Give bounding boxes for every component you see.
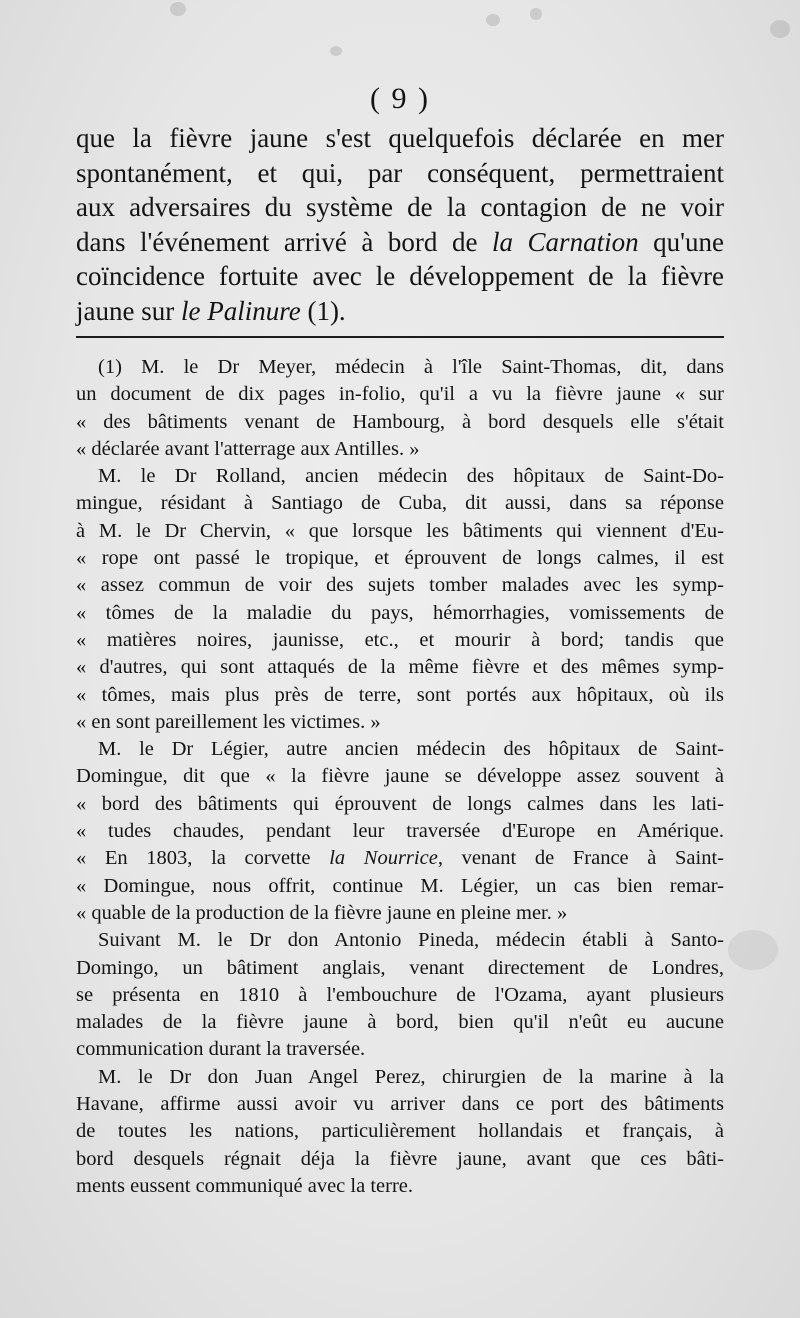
footnote-rolland (76, 463, 724, 736)
text-line: spontanément, et qui, par conséquent, permettraient (76, 157, 724, 188)
note-line: « déclarée avant l'atterrage aux Antilles. » (76, 437, 420, 460)
paper-stain (728, 930, 778, 970)
note-line: « rope ont passé le tropique, et éprouvent de longs calmes, il est (76, 547, 724, 570)
footnote-separator (76, 336, 724, 338)
text-line: aux adversaires du système de la contagion de ne voir (76, 192, 724, 222)
note-line-text: M. le Dr Rolland, ancien médecin des hôpitaux de Saint-Do- (98, 465, 724, 488)
paper-stain (330, 46, 342, 56)
note-line: « Domingue, nous offrit, continue M. Légier, un cas bien remar- (76, 874, 724, 897)
text-line (76, 294, 724, 329)
note-line: Domingo, un bâtiment anglais, venant directement de Londres, (76, 956, 724, 979)
note-line (76, 927, 724, 954)
note-line-text: Suivant M. le Dr don Antonio Pineda, médecin établi à Santo- (98, 929, 724, 952)
note-line (76, 736, 724, 763)
text-segment: (1). (300, 295, 346, 326)
text-line: coïncidence fortuite avec le développement de la fièvre (76, 261, 724, 291)
note-line: « assez commun de voir des sujets tomber malades avec les symp- (76, 574, 724, 597)
note-line: « tômes de la maladie du pays, hémorrhagies, vomissements de (76, 601, 724, 624)
note-line: malades de la fièvre jaune à bord, bien qu'il n'eût eu aucune (76, 1011, 724, 1034)
note-line: Domingue, dit que « la fièvre jaune se développe assez souvent à (76, 765, 724, 788)
note-line: se présenta en 1810 à l'embouchure de l'Ozama, ayant plusieurs (76, 983, 724, 1006)
footnotes (76, 354, 724, 1200)
page-number: ( 9 ) (370, 82, 430, 115)
note-line: « tudes chaudes, pendant leur traversée d'Europe en Amérique. (76, 820, 724, 843)
note-line: « bord des bâtiments qui éprouvent de longs calmes dans les lati- (76, 792, 724, 815)
note-line: bord desquels régnait déja la fièvre jaune, avant que ces bâti- (76, 1147, 724, 1170)
paper-stain (770, 20, 790, 38)
text-line: que la fièvre jaune s'est quelquefois déclarée en mer (76, 123, 724, 153)
text-segment: dans l'événement arrivé à bord de (76, 226, 492, 257)
note-line: mingue, résidant à Santiago de Cuba, dit aussi, dans sa réponse (76, 492, 724, 515)
ship-name-carnation: la Carnation (492, 226, 639, 257)
note-line: ments eussent communiqué avec la terre. (76, 1174, 413, 1197)
footnote-meyer (76, 354, 724, 463)
text-segment: « En 1803, la corvette (76, 847, 330, 870)
main-text (76, 121, 724, 328)
note-line: communication durant la traversée. (76, 1038, 366, 1061)
paper-stain (170, 2, 186, 16)
note-line-text: (1) M. le Dr Meyer, médecin à l'île Saint-Thomas, dit, dans (98, 356, 724, 378)
footnote-legier (76, 736, 724, 927)
paper-stain (530, 8, 542, 20)
text-segment: jaune sur (76, 295, 181, 326)
note-line: « d'autres, qui sont attaqués de la même fièvre et des mêmes symp- (76, 656, 724, 679)
paper-stain (486, 14, 500, 26)
note-line: « tômes, mais plus près de terre, sont portés aux hôpitaux, où ils (76, 683, 724, 706)
note-line (76, 1064, 724, 1091)
text-line (76, 225, 724, 260)
text-segment: , venant de France à Saint- (437, 847, 724, 870)
note-line (76, 463, 724, 490)
note-line: « des bâtiments venant de Hambourg, à bord desquels elle s'était (76, 410, 724, 433)
note-line: « en sont pareillement les victimes. » (76, 710, 381, 733)
note-line-text: M. le Dr Légier, autre ancien médecin des hôpitaux de Saint- (98, 738, 724, 761)
note-line (76, 845, 724, 872)
footnote-pineda (76, 927, 724, 1063)
note-line: Havane, affirme aussi avoir vu arriver dans ce port des bâtiments (76, 1093, 724, 1116)
ship-name-palinure: le Palinure (180, 295, 301, 326)
note-line: de toutes les nations, particulièrement hollandais et français, à (76, 1120, 724, 1143)
ship-name-nourrice: la Nourrice (329, 847, 438, 870)
note-line: à M. le Dr Chervin, « que lorsque les bâtiments qui viennent d'Eu- (76, 519, 724, 542)
note-line: un document de dix pages in-folio, qu'il a vu la fièvre jaune « sur (76, 383, 724, 406)
text-segment: qu'une (638, 226, 724, 257)
note-line: « quable de la production de la fièvre jaune en pleine mer. » (76, 901, 568, 924)
footnote-perez (76, 1064, 724, 1200)
note-line-text: M. le Dr don Juan Angel Perez, chirurgien de la marine à la (98, 1065, 724, 1088)
note-line (76, 354, 724, 381)
note-line: « matières noires, jaunisse, etc., et mourir à bord; tandis que (76, 628, 724, 651)
